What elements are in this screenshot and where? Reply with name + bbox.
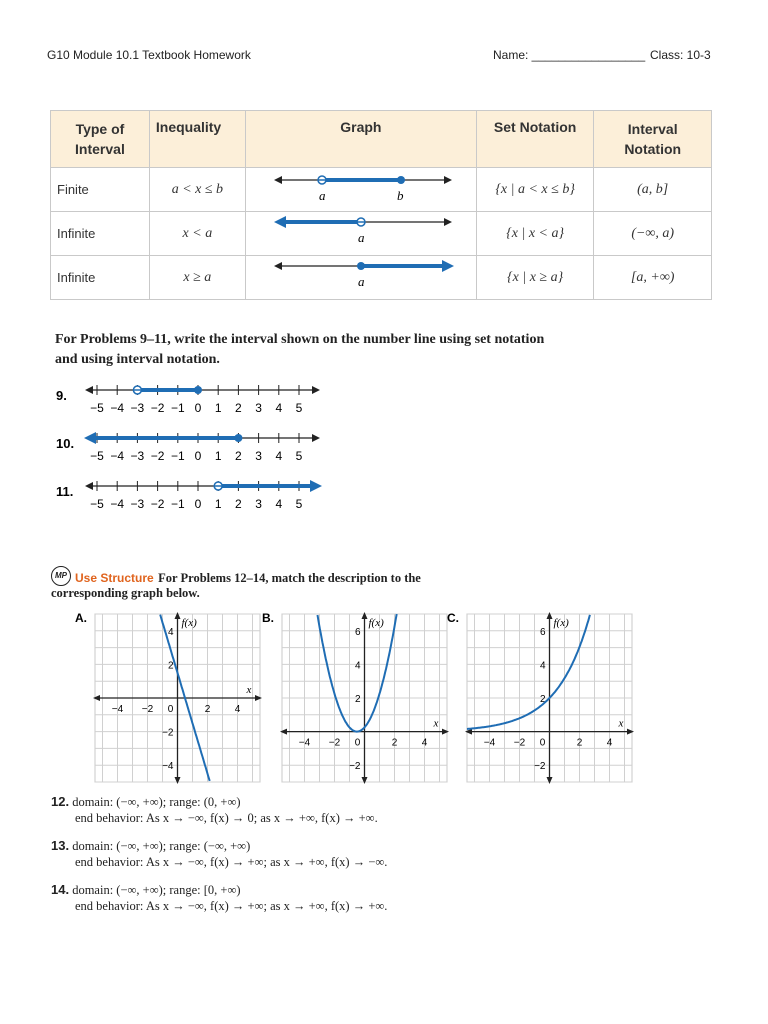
tick-label: −1 bbox=[170, 497, 185, 511]
function-label: f(x) bbox=[553, 617, 569, 629]
tick-label: 5 bbox=[295, 497, 303, 511]
tick-label: −3 bbox=[130, 449, 145, 463]
interval-types-table bbox=[50, 110, 712, 300]
row-interval-notation: (−∞, a) bbox=[594, 212, 712, 256]
row-interval-notation: (a, b] bbox=[594, 168, 712, 212]
class-label: Class: 10-3 bbox=[650, 48, 711, 62]
match-number: 14. bbox=[51, 882, 70, 897]
match-line-2: end behavior: As x → −∞, f(x) → +∞; as x → +∞, f(x) → +∞. bbox=[75, 899, 388, 913]
x-tick-label: 2 bbox=[204, 704, 211, 715]
tick-label: 2 bbox=[235, 449, 242, 463]
interval-arrow-icon bbox=[310, 480, 322, 492]
tick-label: −4 bbox=[110, 497, 125, 511]
match-line-2: end behavior: As x → −∞, f(x) → +∞; as x → +∞, f(x) → −∞. bbox=[75, 855, 388, 869]
tick-label: 5 bbox=[295, 401, 303, 415]
graph-label-b: b bbox=[396, 188, 404, 203]
graph-label-a: a bbox=[318, 188, 326, 203]
graph-letter: C. bbox=[447, 611, 459, 625]
match-number: 12. bbox=[51, 794, 70, 809]
y-tick-label: 2 bbox=[167, 660, 174, 672]
tick-label: 2 bbox=[235, 401, 242, 415]
y-tick-label: −2 bbox=[534, 761, 546, 773]
problem-number: 10. bbox=[56, 436, 75, 451]
x-tick-label: 2 bbox=[391, 737, 398, 749]
graph-label-a: a bbox=[357, 230, 365, 245]
y-tick-label: −2 bbox=[162, 727, 174, 739]
number-line bbox=[56, 385, 320, 415]
row-interval-notation: [a, +∞) bbox=[594, 256, 712, 300]
x-tick-label: 2 bbox=[576, 737, 583, 749]
problems-9-11-instructions bbox=[55, 330, 615, 370]
tick-label: 3 bbox=[255, 449, 262, 463]
function-label: f(x) bbox=[368, 617, 384, 629]
tick-label: 4 bbox=[275, 497, 283, 511]
left-arrow-icon bbox=[85, 482, 93, 490]
tick-label: −4 bbox=[110, 401, 125, 415]
use-structure-text-1: For Problems 12–14, match the description to the bbox=[158, 571, 421, 585]
x-tick-label: 0 bbox=[167, 704, 174, 715]
use-structure-title: Use Structure bbox=[75, 571, 154, 585]
row-graph bbox=[245, 168, 476, 212]
row-graph bbox=[245, 212, 476, 256]
tick-label: 1 bbox=[214, 497, 222, 511]
tick-label: 0 bbox=[194, 449, 202, 463]
name-field-label: Name: _________________ bbox=[493, 48, 646, 62]
tick-label: 3 bbox=[255, 401, 262, 415]
tick-label: −1 bbox=[170, 401, 185, 415]
match-item-12 bbox=[51, 794, 378, 826]
x-tick-label: 4 bbox=[234, 704, 241, 715]
x-tick-label: 4 bbox=[606, 737, 613, 749]
header-interval-notation: Interval Notation bbox=[594, 111, 712, 168]
header-type: Type of Interval bbox=[51, 111, 150, 168]
row-inequality: x ≥ a bbox=[149, 256, 245, 300]
instructions-line-2: and using interval notation. bbox=[55, 352, 220, 367]
tick-label: 5 bbox=[295, 449, 303, 463]
row-graph bbox=[245, 256, 476, 300]
problem-number: 11. bbox=[56, 484, 74, 499]
header-inequality: Inequality bbox=[149, 111, 245, 168]
graph-c bbox=[447, 608, 637, 788]
x-tick-label: −4 bbox=[298, 737, 311, 749]
tick-label: 1 bbox=[214, 401, 222, 415]
x-tick-label: 4 bbox=[421, 737, 428, 749]
y-tick-label: 4 bbox=[539, 660, 546, 672]
row-set-notation: {x | x ≥ a} bbox=[476, 256, 594, 300]
use-structure-text-2: corresponding graph below. bbox=[51, 586, 200, 600]
y-tick-label: 2 bbox=[539, 694, 546, 705]
tick-label: 4 bbox=[275, 401, 283, 415]
x-tick-label: −2 bbox=[513, 737, 526, 749]
tick-label: −1 bbox=[170, 449, 185, 463]
function-label: f(x) bbox=[181, 617, 197, 629]
right-arrow-icon bbox=[312, 434, 320, 442]
table-row bbox=[51, 168, 712, 212]
tick-label: 3 bbox=[255, 497, 262, 511]
right-arrow-icon bbox=[312, 386, 320, 394]
instructions-line-1: For Problems 9–11, write the interval shown on the number line using set notation bbox=[55, 332, 545, 347]
row-set-notation: {x | x < a} bbox=[476, 212, 594, 256]
number-line bbox=[56, 480, 322, 511]
row-type: Infinite bbox=[51, 212, 150, 256]
x-tick-label: 0 bbox=[539, 737, 546, 749]
x-tick-label: 0 bbox=[354, 737, 361, 749]
infinite-right-graph bbox=[246, 256, 476, 296]
y-tick-label: −2 bbox=[349, 761, 361, 773]
tick-label: 0 bbox=[194, 401, 202, 415]
table-row bbox=[51, 212, 712, 256]
y-tick-label: 2 bbox=[354, 694, 361, 705]
use-structure-label bbox=[75, 569, 421, 587]
tick-label: 1 bbox=[214, 449, 222, 463]
y-tick-label: 6 bbox=[539, 626, 546, 638]
header-set-notation: Set Notation bbox=[476, 111, 594, 168]
problem-number: 9. bbox=[56, 388, 67, 403]
number-lines bbox=[50, 378, 340, 513]
tick-label: −4 bbox=[110, 449, 125, 463]
x-axis-label: x bbox=[246, 684, 252, 696]
interval-arrow-icon bbox=[84, 432, 96, 444]
tick-label: −2 bbox=[150, 497, 165, 511]
y-tick-label: 6 bbox=[354, 626, 361, 638]
y-tick-label: −4 bbox=[162, 761, 174, 773]
row-set-notation: {x | a < x ≤ b} bbox=[476, 168, 594, 212]
row-type: Finite bbox=[51, 168, 150, 212]
x-tick-label: −4 bbox=[111, 704, 124, 715]
x-tick-label: −2 bbox=[141, 704, 154, 715]
tick-label: −5 bbox=[90, 449, 104, 463]
row-type: Infinite bbox=[51, 256, 150, 300]
match-line-1: domain: (−∞, +∞); range: (−∞, +∞) bbox=[72, 839, 251, 853]
graph-label-a: a bbox=[357, 274, 365, 289]
row-inequality: a < x ≤ b bbox=[149, 168, 245, 212]
row-inequality: x < a bbox=[149, 212, 245, 256]
tick-label: −3 bbox=[130, 401, 145, 415]
y-tick-label: 4 bbox=[167, 626, 174, 638]
match-line-1: domain: (−∞, +∞); range: [0, +∞) bbox=[72, 883, 241, 897]
finite-interval-graph bbox=[246, 168, 476, 208]
table-row bbox=[51, 256, 712, 300]
graph-b bbox=[262, 608, 452, 788]
match-item-13 bbox=[51, 838, 387, 870]
tick-label: 2 bbox=[235, 497, 242, 511]
tick-label: −3 bbox=[130, 497, 145, 511]
graph-letter: A. bbox=[75, 611, 87, 625]
closed-endpoint bbox=[234, 434, 242, 442]
graph-a bbox=[75, 608, 265, 788]
tick-label: 4 bbox=[275, 449, 283, 463]
header-graph: Graph bbox=[245, 111, 476, 168]
tick-label: −2 bbox=[150, 449, 165, 463]
x-axis-label: x bbox=[618, 717, 624, 730]
table-header-row bbox=[51, 111, 712, 168]
graph-letter: B. bbox=[262, 611, 274, 625]
match-number: 13. bbox=[51, 838, 70, 853]
y-tick-label: 4 bbox=[354, 660, 361, 672]
x-tick-label: −2 bbox=[328, 737, 341, 749]
number-line bbox=[56, 432, 320, 463]
x-tick-label: −4 bbox=[483, 737, 496, 749]
left-arrow-icon bbox=[85, 386, 93, 394]
x-axis-label: x bbox=[433, 717, 439, 730]
match-item-14 bbox=[51, 882, 387, 914]
match-line-2: end behavior: As x → −∞, f(x) → 0; as x → +∞, f(x) → +∞. bbox=[75, 811, 378, 825]
mp-badge-icon: MP bbox=[51, 566, 71, 586]
match-line-1: domain: (−∞, +∞); range: (0, +∞) bbox=[72, 795, 241, 809]
tick-label: −5 bbox=[90, 497, 104, 511]
tick-label: 0 bbox=[194, 497, 202, 511]
infinite-left-graph bbox=[246, 212, 476, 252]
closed-endpoint bbox=[194, 386, 202, 394]
tick-label: −5 bbox=[90, 401, 104, 415]
tick-label: −2 bbox=[150, 401, 165, 415]
document-title: G10 Module 10.1 Textbook Homework bbox=[47, 48, 251, 62]
